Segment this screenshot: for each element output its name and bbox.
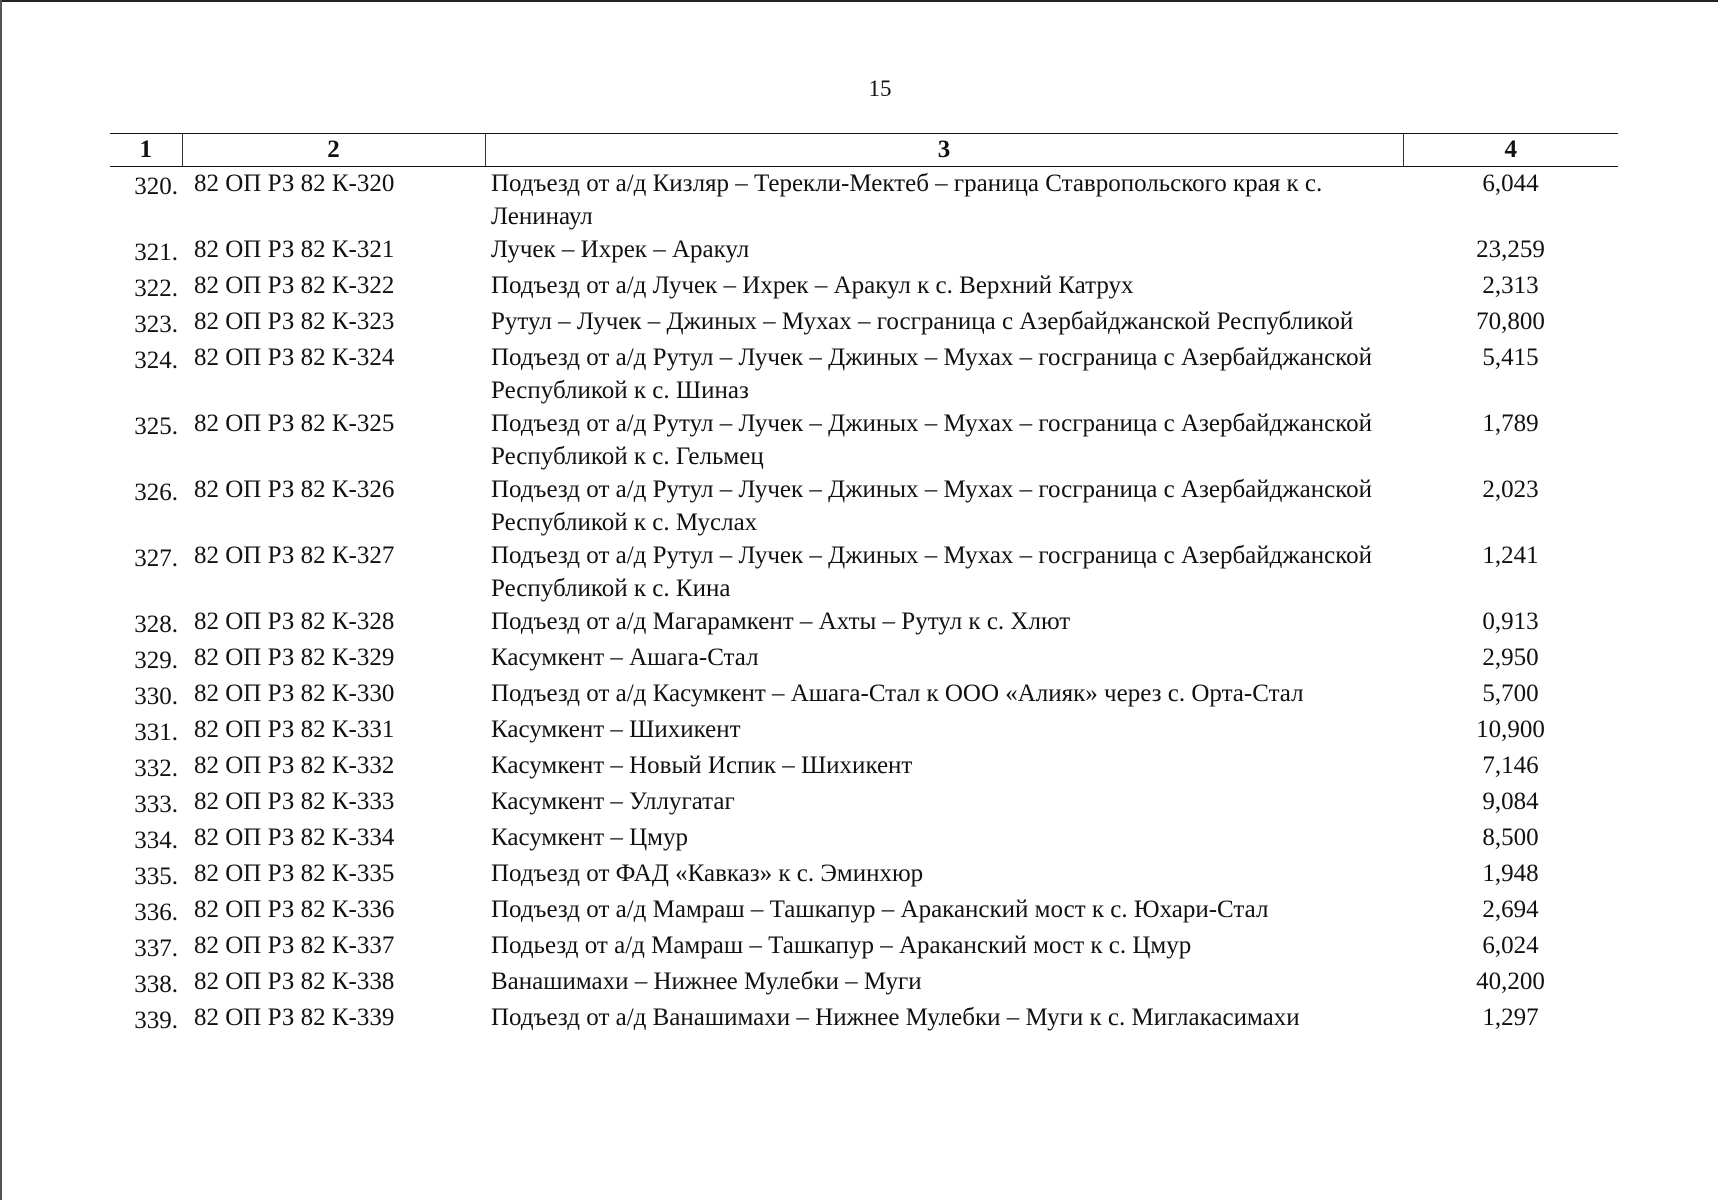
roads-table	[110, 133, 1618, 1037]
table-row	[110, 341, 1618, 407]
road-name: Касумкент – Ашага-Стал	[491, 644, 759, 671]
road-id-code: 82 ОП РЗ 82 К-336	[194, 896, 395, 923]
road-name: Подъезд от а/д Мамраш – Ташкапур – Араканский мост к с. Юхари-Стал	[491, 896, 1269, 923]
row-number: 332.	[134, 755, 178, 782]
road-length: 2,950	[1482, 644, 1539, 671]
road-length: 1,241	[1482, 542, 1539, 569]
road-name: Ванашимахи – Нижнее Мулебки – Муги	[491, 968, 922, 995]
table-row	[110, 677, 1618, 713]
road-length: 1,948	[1482, 860, 1539, 887]
road-id-code: 82 ОП РЗ 82 К-323	[194, 308, 395, 335]
road-id-code: 82 ОП РЗ 82 К-331	[194, 716, 395, 743]
road-name: Касумкент – Цмур	[491, 824, 688, 851]
page-number: 15	[868, 76, 892, 101]
road-length: 5,700	[1482, 680, 1539, 707]
row-number: 327.	[134, 545, 178, 572]
road-name: Подъезд от а/д Рутул – Лучек – Джиных – Мухах – госграница с Азербайджанской Республикой к с. Муслах	[491, 476, 1372, 536]
table-row	[110, 305, 1618, 341]
row-number: 322.	[134, 275, 178, 302]
row-number: 338.	[134, 971, 178, 998]
road-id-code: 82 ОП РЗ 82 К-328	[194, 608, 395, 635]
table-row	[110, 539, 1618, 605]
road-id-code: 82 ОП РЗ 82 К-329	[194, 644, 395, 671]
table-row	[110, 749, 1618, 785]
road-length: 6,044	[1482, 170, 1539, 197]
scan-left-edge	[0, 0, 2, 1200]
road-id-code: 82 ОП РЗ 82 К-337	[194, 932, 395, 959]
road-name: Подъезд от а/д Лучек – Ихрек – Аракул к с. Верхний Катрух	[491, 272, 1134, 299]
road-length: 1,789	[1482, 410, 1539, 437]
road-length: 2,313	[1482, 272, 1539, 299]
road-length: 5,415	[1482, 344, 1539, 371]
road-name: Подъезд от а/д Магарамкент – Ахты – Рутул к с. Хлют	[491, 608, 1071, 635]
road-id-code: 82 ОП РЗ 82 К-332	[194, 752, 395, 779]
road-length: 40,200	[1476, 968, 1545, 995]
road-id-code: 82 ОП РЗ 82 К-327	[194, 542, 395, 569]
road-name: Подъезд от а/д Ванашимахи – Нижнее Мулебки – Муги к с. Миглакасимахи	[491, 1004, 1300, 1031]
road-id-code: 82 ОП РЗ 82 К-330	[194, 680, 395, 707]
row-number: 323.	[134, 311, 178, 338]
roads-table-container	[110, 133, 1618, 1037]
road-name: Касумкент – Шихикент	[491, 716, 741, 743]
header-col-1: 1	[110, 134, 182, 167]
road-id-code: 82 ОП РЗ 82 К-338	[194, 968, 395, 995]
row-number: 328.	[134, 611, 178, 638]
road-id-code: 82 ОП РЗ 82 К-321	[194, 236, 395, 263]
row-number: 339.	[134, 1007, 178, 1034]
road-length: 0,913	[1482, 608, 1539, 635]
road-length: 9,084	[1482, 788, 1539, 815]
road-id-code: 82 ОП РЗ 82 К-325	[194, 410, 395, 437]
row-number: 337.	[134, 935, 178, 962]
row-number: 320.	[134, 173, 178, 200]
road-length: 7,146	[1482, 752, 1539, 779]
scan-top-edge	[0, 0, 1718, 2]
road-name: Подъезд от а/д Рутул – Лучек – Джиных – Мухах – госграница с Азербайджанской Республикой к с. Кина	[491, 542, 1372, 602]
road-length: 2,023	[1482, 476, 1539, 503]
table-row	[110, 269, 1618, 305]
table-header	[110, 134, 1618, 167]
table-row	[110, 605, 1618, 641]
table-row	[110, 167, 1618, 234]
road-name: Подъезд от а/д Рутул – Лучек – Джиных – Мухах – госграница с Азербайджанской Республикой к с. Шиназ	[491, 344, 1372, 404]
road-id-code: 82 ОП РЗ 82 К-320	[194, 170, 395, 197]
road-id-code: 82 ОП РЗ 82 К-335	[194, 860, 395, 887]
road-name: Касумкент – Уллугатаг	[491, 788, 735, 815]
road-name: Подъезд от ФАД «Кавказ» к с. Эминхюр	[491, 860, 924, 887]
road-length: 2,694	[1482, 896, 1539, 923]
row-number: 324.	[134, 347, 178, 374]
table-row	[110, 407, 1618, 473]
table-row	[110, 965, 1618, 1001]
road-id-code: 82 ОП РЗ 82 К-334	[194, 824, 395, 851]
road-length: 23,259	[1476, 236, 1545, 263]
table-row	[110, 857, 1618, 893]
road-name: Касумкент – Новый Испик – Шихикент	[491, 752, 913, 779]
table-row	[110, 1001, 1618, 1037]
road-name: Подъезд от а/д Касумкент – Ашага-Стал к ООО «Алияк» через с. Орта-Стал	[491, 680, 1304, 707]
row-number: 326.	[134, 479, 178, 506]
row-number: 335.	[134, 863, 178, 890]
table-row	[110, 821, 1618, 857]
road-id-code: 82 ОП РЗ 82 К-324	[194, 344, 395, 371]
row-number: 329.	[134, 647, 178, 674]
road-name: Рутул – Лучек – Джиных – Мухах – госграница с Азербайджанской Республикой	[491, 308, 1354, 335]
table-row	[110, 641, 1618, 677]
road-length: 10,900	[1476, 716, 1545, 743]
road-name: Лучек – Ихрек – Аракул	[491, 236, 750, 263]
road-id-code: 82 ОП РЗ 82 К-322	[194, 272, 395, 299]
row-number: 336.	[134, 899, 178, 926]
road-length: 6,024	[1482, 932, 1539, 959]
table-row	[110, 233, 1618, 269]
road-id-code: 82 ОП РЗ 82 К-339	[194, 1004, 395, 1031]
table-row	[110, 785, 1618, 821]
header-row	[110, 134, 1618, 167]
row-number: 321.	[134, 239, 178, 266]
table-row	[110, 713, 1618, 749]
table-row	[110, 893, 1618, 929]
road-id-code: 82 ОП РЗ 82 К-326	[194, 476, 395, 503]
table-row	[110, 473, 1618, 539]
table-body	[110, 167, 1618, 1038]
road-length: 1,297	[1482, 1004, 1539, 1031]
header-col-4: 4	[1403, 134, 1618, 167]
road-name: Подъезд от а/д Рутул – Лучек – Джиных – Мухах – госграница с Азербайджанской Республикой к с. Гельмец	[491, 410, 1372, 470]
road-length: 70,800	[1476, 308, 1545, 335]
row-number: 333.	[134, 791, 178, 818]
row-number: 331.	[134, 719, 178, 746]
road-length: 8,500	[1482, 824, 1539, 851]
header-col-2: 2	[182, 134, 485, 167]
row-number: 325.	[134, 413, 178, 440]
road-name: Подъезд от а/д Кизляр – Терекли-Мектеб – граница Ставропольского края к с. Ленинаул	[491, 170, 1323, 230]
table-row	[110, 929, 1618, 965]
road-name: Подьезд от а/д Мамраш – Ташкапур – Араканский мост к с. Цмур	[491, 932, 1192, 959]
row-number: 330.	[134, 683, 178, 710]
road-id-code: 82 ОП РЗ 82 К-333	[194, 788, 395, 815]
row-number: 334.	[134, 827, 178, 854]
header-col-3: 3	[485, 134, 1403, 167]
